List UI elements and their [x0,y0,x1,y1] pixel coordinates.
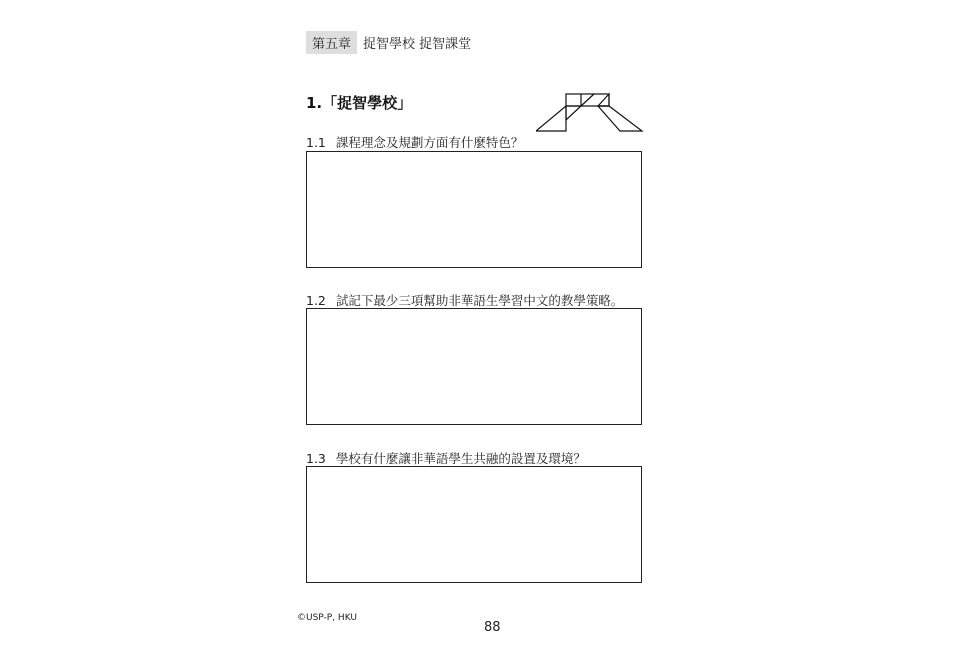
answer-box-1-2[interactable] [306,308,642,425]
question-text: 課程理念及規劃方面有什麼特色？ [335,135,524,150]
page-number: 88 [484,620,501,635]
copyright-notice: ©USP-P, HKU [297,613,357,623]
question-1-1 [306,133,523,151]
answer-box-1-1[interactable] [306,151,642,268]
answer-box-1-3[interactable] [306,466,642,583]
question-number: 1.2 [306,293,326,308]
question-number: 1.1 [306,135,326,150]
question-text: 試記下最少三項幫助非華語生學習中文的教學策略。 [335,293,624,308]
tangram-illustration [536,92,644,134]
section-heading: 1.「捉智學校」 [306,94,413,112]
chapter-title: 捉智學校 捉智課堂 [363,37,472,52]
question-number: 1.3 [306,451,326,466]
question-1-3 [306,449,586,467]
question-text: 學校有什麼讓非華語學生共融的設置及環境？ [335,451,586,466]
chapter-label: 第五章 [306,31,357,54]
question-1-2 [306,291,623,309]
